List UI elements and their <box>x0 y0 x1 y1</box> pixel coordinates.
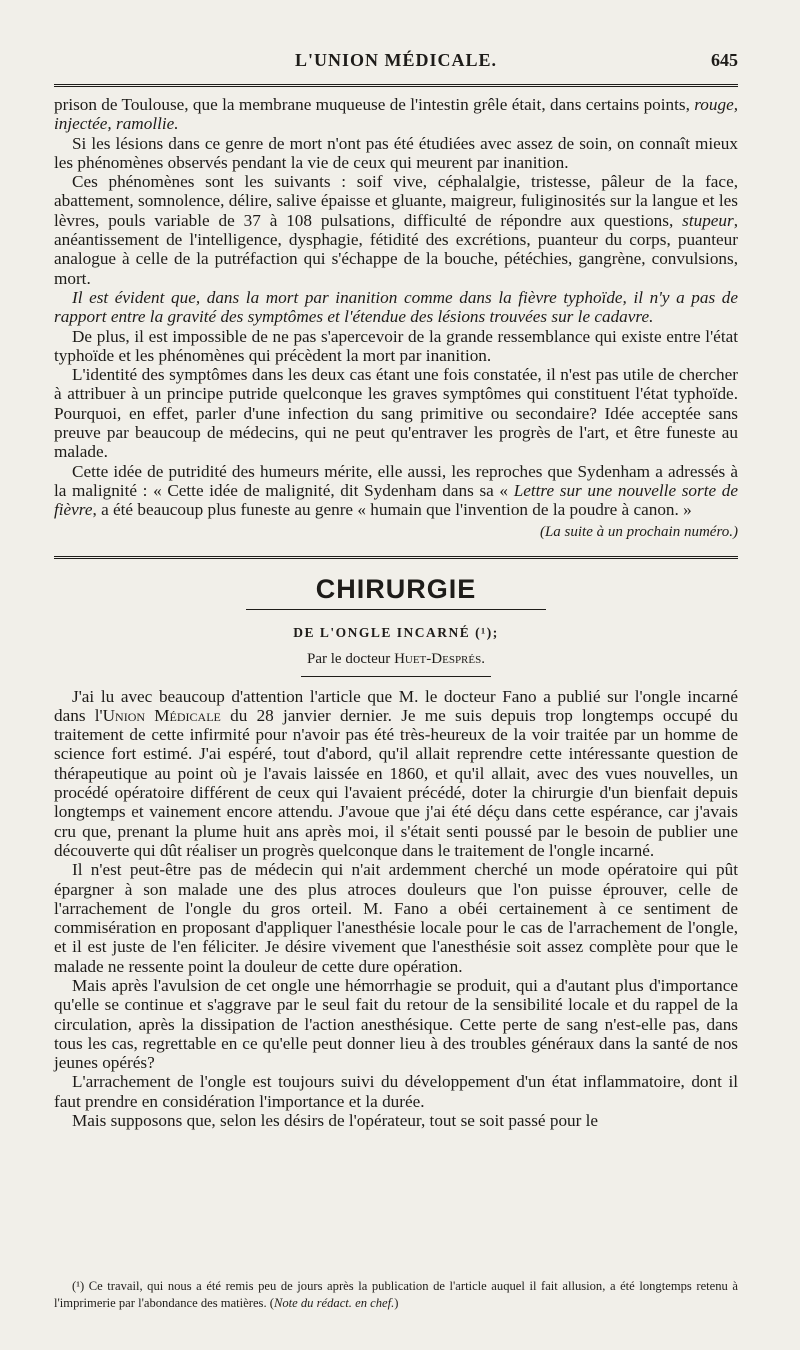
paragraph: Ces phénomènes sont les suivants : soif vive, céphalalgie, tristesse, pâleur de la face, abattement, somnolence, délire, salive épaisse et gluante, maigreur, fuliginosités sur la langue et les lèvres, pouls variable de 37 à 108 pulsations, difficulté de répondre aux questions, stupeur, anéantissement de l'intelligence, dysphagie, fétidité des excrétions, puanteur du corps, puanteur analogue à celle de la putréfaction qui s'échappe de la bouche, pétéchies, gangrène, convulsions, mort. <box>54 172 738 288</box>
header-rule <box>54 84 738 89</box>
section-title: CHIRURGIE <box>315 573 477 604</box>
page-number: 645 <box>711 50 738 70</box>
paragraph: Cette idée de putridité des humeurs mérite, elle aussi, les reproches que Sydenham a adressés à la malignité : « Cette idée de malignité, dit Sydenham dans sa « Lettre sur une nouvelle sorte de fièvre, a été beaucoup plus funeste au genre « humain que l'invention de la poudre à canon. » <box>54 461 738 520</box>
paragraph: Si les lésions dans ce genre de mort n'ont pas été étudiées avec assez de soin, on connaît mieux les phénomènes observés pendant la vie de ceux qui meurent par inanition. <box>54 133 738 172</box>
paragraph: Mais supposons que, selon les désirs de l'opérateur, tout se soit passé pour le <box>72 1111 599 1131</box>
running-title: L'UNION MÉDICALE. <box>294 50 498 70</box>
footnote: (¹) Ce travail, qui nous a été remis peu de jours après la publication de l'article auquel il fait allusion, a été longtemps retenu à l'imprimerie par l'abondance des matières. (Note du rédact. en chef.) <box>54 1279 738 1310</box>
byline: Par le docteur Huet-Després. <box>307 650 485 667</box>
section-underline <box>246 609 546 610</box>
author-name: Huet-Després. <box>394 650 485 667</box>
paragraph: L'arrachement de l'ongle est toujours suivi du développement d'un état inflammatoire, dont il faut prendre en considération l'importance et la durée. <box>54 1072 738 1111</box>
page-header <box>54 50 738 80</box>
paragraph: prison de Toulouse, que la membrane muqueuse de l'intestin grêle était, dans certains points, rouge, injectée, ramollie. <box>54 95 738 134</box>
paragraph: Mais après l'avulsion de cet ongle une hémorrhagie se produit, qui a d'autant plus d'importance qu'elle se continue et s'aggrave par le seul fait du retour de la sensibilité locale et du rappel de la circulation, après la dissipation de l'action anesthésique. Cette perte de sang n'est-elle pas, dans tous les cas, regrettable en ce qu'elle peut donner lieu à des troubles généraux dans la santé de nos jeunes opérés? <box>54 975 738 1073</box>
paragraph: J'ai lu avec beaucoup d'attention l'article que M. le docteur Fano a publié sur l'ongle incarné dans l'Union Médicale du 28 janvier dernier. Je me suis depuis trop longtemps occupé du traitement de cette infirmité pour n'avoir pas été très-heureux de la voir traitée par un homme de science fort estimé. J'ai espéré, tout d'abord, qu'il allait reprendre cette intéressante question de thérapeutique au point où je l'avais laissée en 1860, et qu'il allait, avec des vues nouvelles, un procédé opératoire différent de ceux qui l'avaient précédé, doter la chirurgie d'un bienfait depuis longtemps et vainement encore attendu. J'avoue que j'ai été déçu dans cette espérance, car j'avais cru que, prenant la plume huit ans après moi, il s'était senti poussé par le besoin de publier une découverte qui dût réaliser un progrès quelconque dans le traitement de l'ongle incarné. <box>54 686 738 860</box>
byline-rule <box>301 676 491 677</box>
paragraph: L'identité des symptômes dans les deux cas étant une fois constatée, il n'est pas utile de chercher à attribuer à un principe putride quelconque les graves symptômes qui constituent l'état typhoïde. Pourquoi, en effet, parler d'une infection du sang primitive ou secondaire? Idée acceptée sans preuve par beaucoup de médecins, qui ne peut qu'entraver les progrès de l'art, et être funeste au malade. <box>54 365 738 462</box>
paragraph: De plus, il est impossible de ne pas s'apercevoir de la grande ressemblance qui existe entre l'état typhoïde et les phénomènes qui précèdent la mort par inanition. <box>54 326 738 365</box>
article-title: DE L'ONGLE INCARNÉ (¹); <box>293 624 499 640</box>
continued-note: (La suite à un prochain numéro.) <box>539 523 738 540</box>
paragraph: Il n'est peut-être pas de médecin qui n'ait ardemment cherché un mode opératoire qui pût épargner à son malade une des plus atroces douleurs que l'on puisse éprouver, celle de l'arrachement de l'ongle du gros orteil. M. Fano a obéi certainement à ce sentiment de commisération en proposant d'appliquer l'anesthésie locale pour le cas de l'arrachement de l'ongle, et il est juste de l'en féliciter. Je désire vivement que l'anesthésie soit assez complète pour que le malade ne ressente point la douleur de cette dure opération. <box>54 860 738 976</box>
paragraph-italic: Il est évident que, dans la mort par inanition comme dans la fièvre typhoïde, il n'y a pas de rapport entre la gravité des symptômes et l'étendue des lésions trouvées sur le cadavre. <box>54 287 738 327</box>
page-body <box>54 95 738 1130</box>
section-divider <box>54 556 738 561</box>
